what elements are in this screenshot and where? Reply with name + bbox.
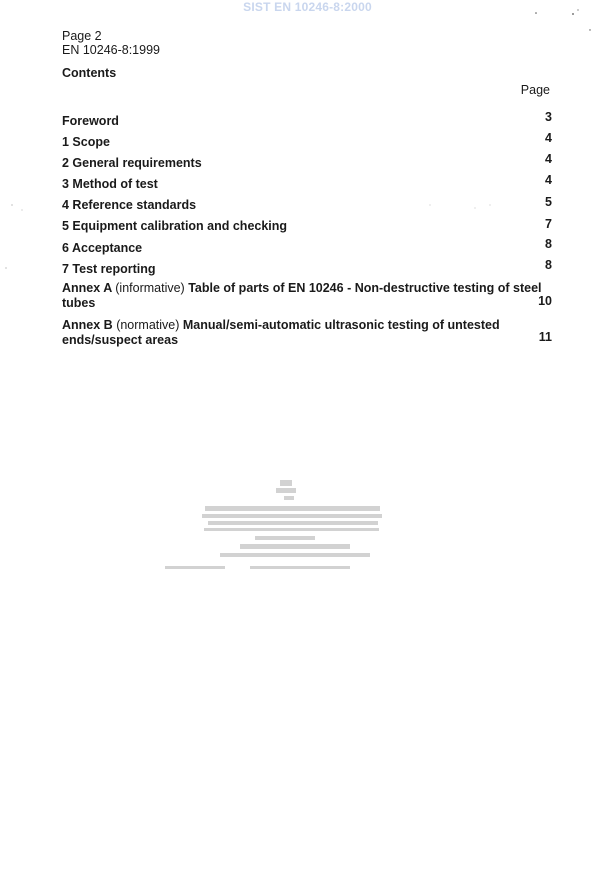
annex-b-title-line1: Manual/semi-automatic ultrasonic testing of untested — [182, 318, 500, 332]
toc-entry-reference-standards — [62, 195, 552, 213]
toc-entry-label: 5 Equipment calibration and checking — [62, 219, 288, 233]
toc-entry-label: 4 Reference standards — [62, 198, 197, 212]
toc-entry-page: 4 — [545, 131, 552, 145]
toc-entry-label: 2 General requirements — [62, 156, 202, 170]
faded-library-stamp — [160, 470, 390, 580]
toc-entry-page: 10 — [538, 294, 552, 308]
annex-b-type: (normative) — [116, 318, 180, 332]
toc-entry-annex-b — [62, 318, 552, 348]
toc-entry-page: 11 — [538, 330, 552, 344]
toc-entry-scope — [62, 131, 552, 150]
toc-entry-label: 1 Scope — [62, 135, 110, 149]
toc-entry-equipment-calibration — [62, 219, 552, 234]
toc-entry-annex-a — [62, 281, 552, 311]
toc-entry-page: 4 — [545, 173, 552, 187]
annex-a-title-line2: tubes — [62, 296, 96, 310]
toc-entry-page: 4 — [545, 152, 552, 166]
toc-entry-page: 8 — [545, 258, 552, 272]
toc-entry-label: 7 Test reporting — [62, 262, 156, 276]
toc-entry-general-requirements — [62, 152, 552, 171]
contents-heading: Contents — [62, 66, 117, 80]
toc-entry-test-reporting — [62, 258, 552, 277]
toc-entry-page: 7 — [545, 217, 552, 231]
toc-entry-acceptance — [62, 237, 552, 256]
toc-entry-page: 5 — [545, 195, 552, 209]
standard-number-header: EN 10246-8:1999 — [62, 43, 160, 57]
watermark-text: SIST EN 10246-8:2000 — [243, 0, 372, 14]
annex-a-name: Annex A — [62, 281, 112, 295]
toc-entry-page: 8 — [545, 237, 552, 251]
toc-entry-foreword — [62, 110, 552, 129]
annex-a-title-line1: Table of parts of EN 10246 - Non-destructive testing of steel — [188, 281, 542, 295]
page-column-label: Page — [520, 83, 550, 97]
annex-b-name: Annex B — [62, 318, 113, 332]
toc-entry-method-of-test — [62, 173, 552, 192]
annex-b-title-line2: ends/suspect areas — [62, 333, 179, 347]
page-number-header: Page 2 — [62, 29, 102, 43]
toc-entry-label: 6 Acceptance — [62, 241, 143, 255]
toc-entry-label: Foreword — [62, 114, 119, 128]
toc-entry-label: 3 Method of test — [62, 177, 158, 191]
toc-entry-page: 3 — [545, 110, 552, 124]
annex-a-type: (informative) — [115, 281, 185, 295]
